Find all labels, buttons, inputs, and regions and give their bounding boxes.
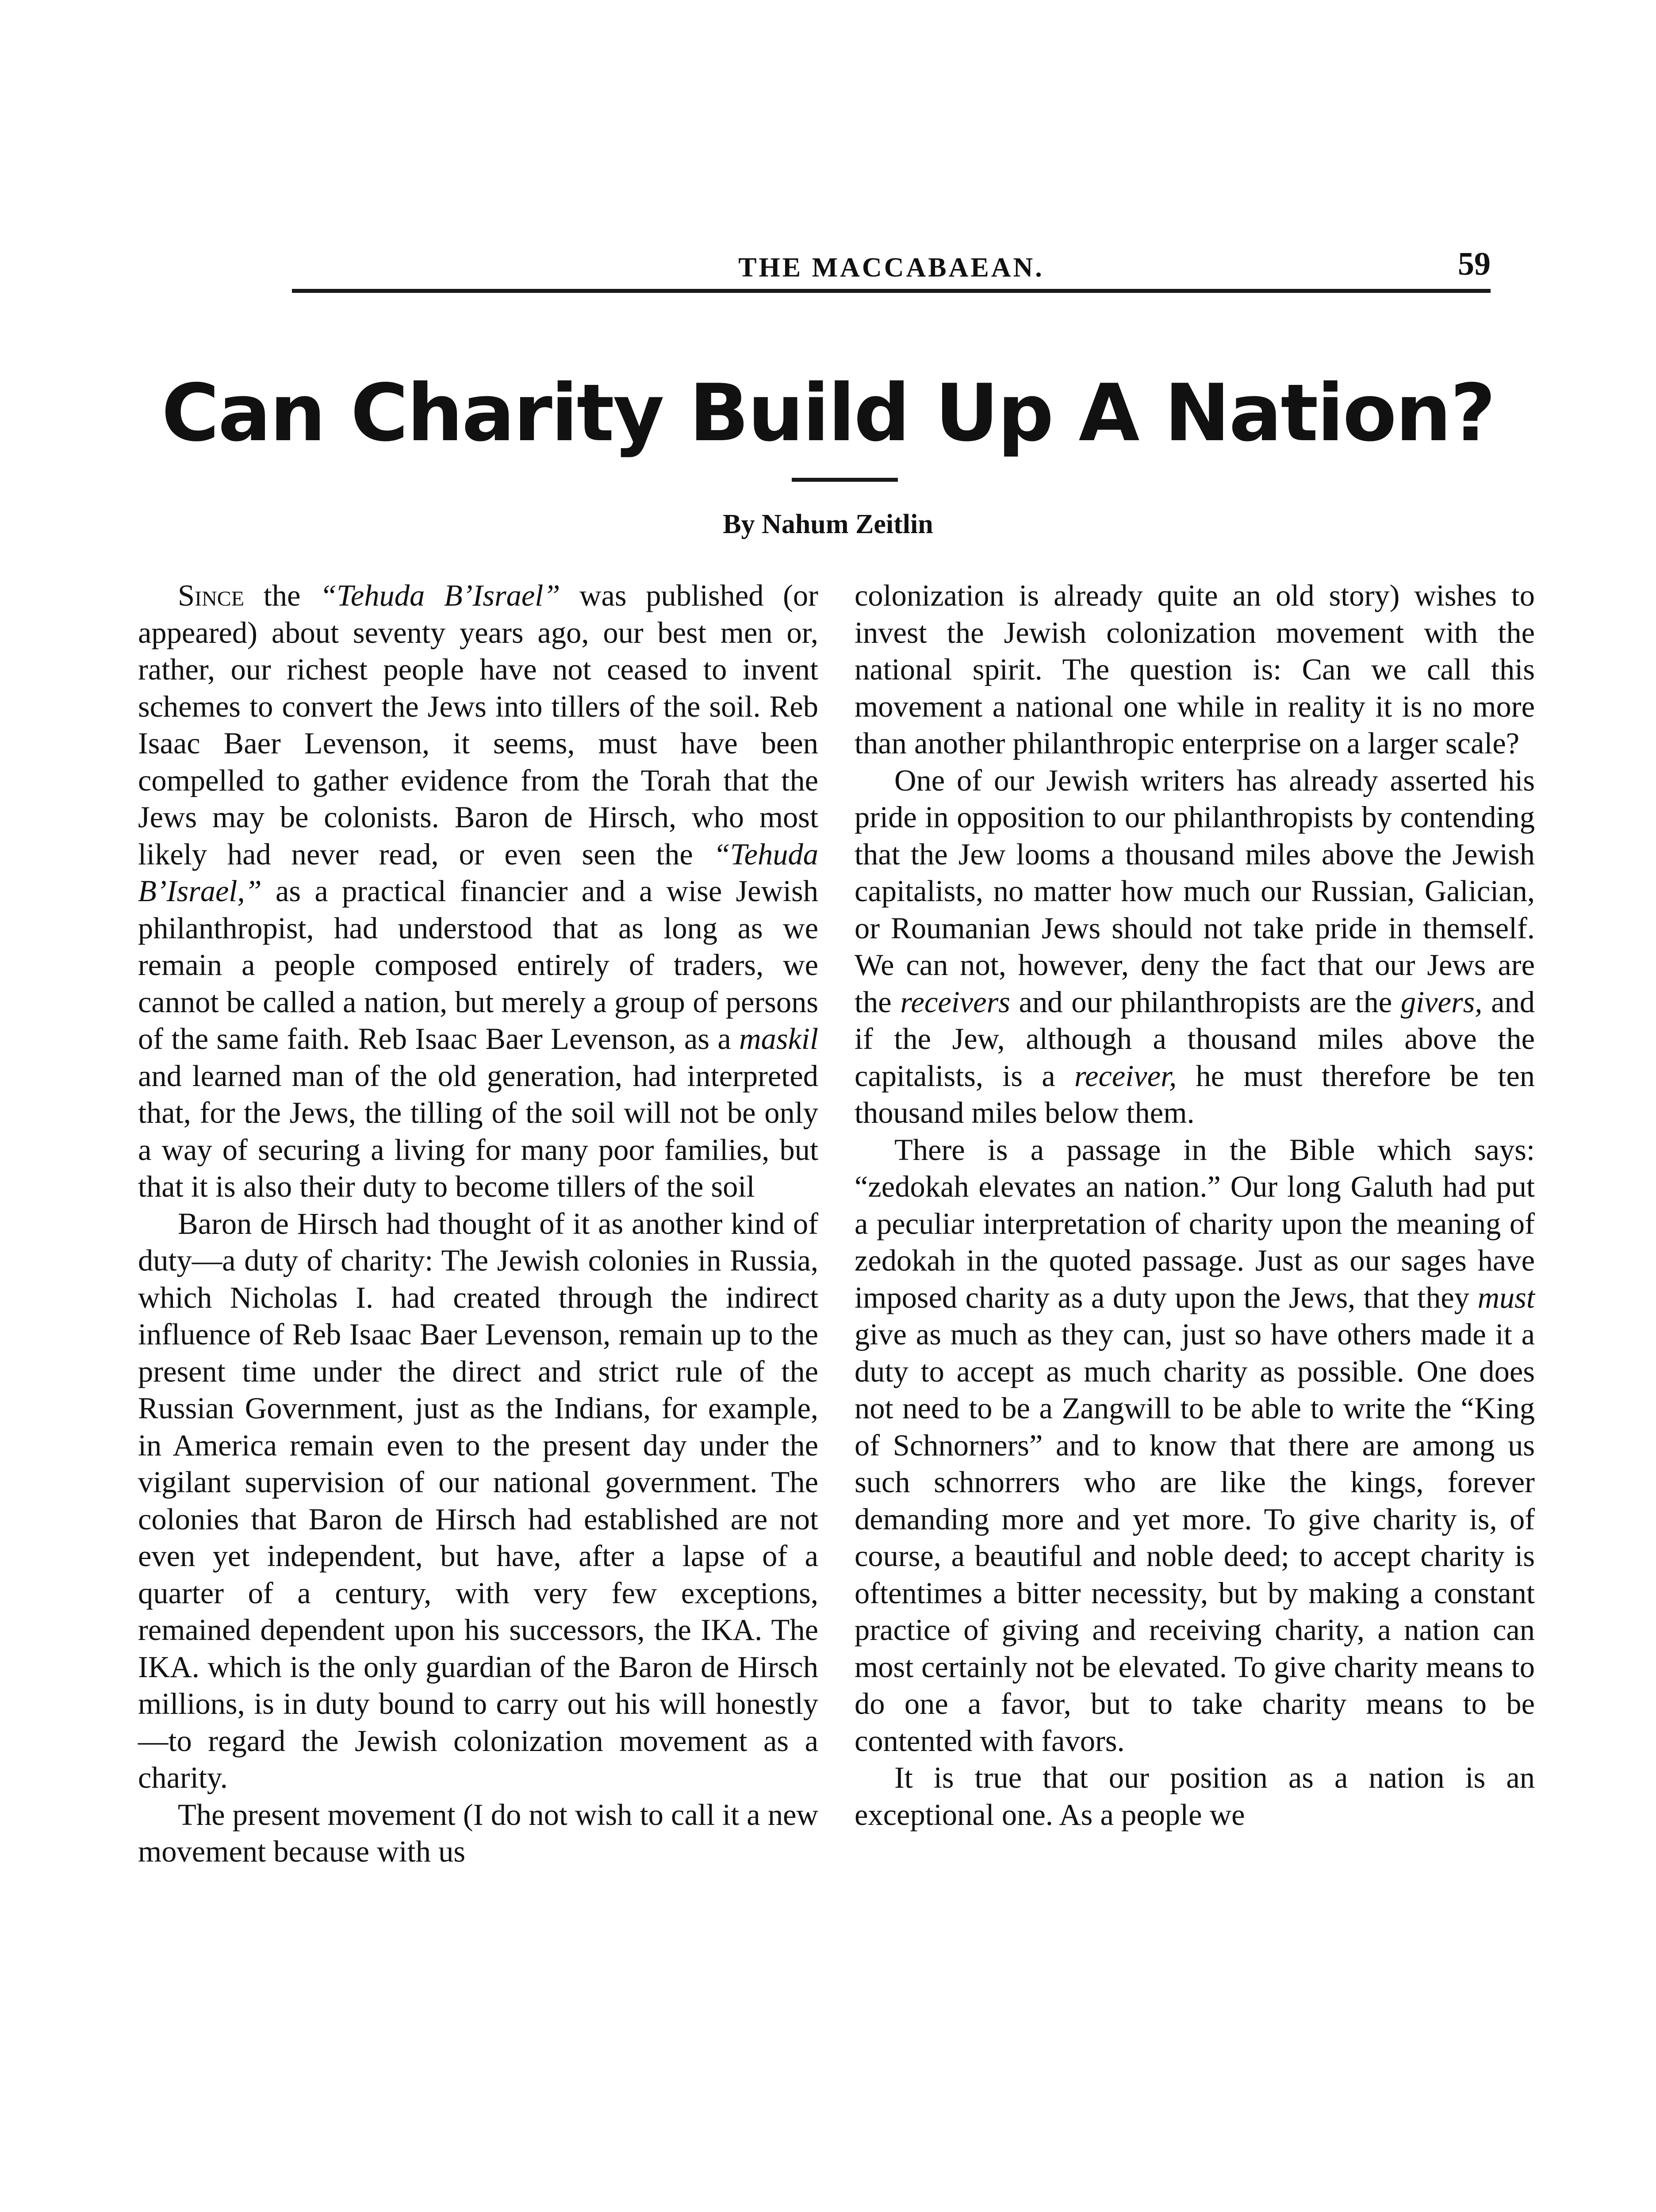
- text-run: There is a passage in the Bible which says: “zedokah elevates an nation.” Our long Galuth had put a peculiar interpretation of charity upon the meaning of zedokah in the quoted passage. Just as our sages have imposed charity as a duty upon the Jews, that they: [855, 1133, 1535, 1314]
- page-number: 59: [1458, 246, 1491, 282]
- text-run: he must therefore be ten thousand miles below them.: [855, 1059, 1535, 1129]
- paragraph: [855, 1132, 1535, 1760]
- italic-term: must: [1477, 1280, 1535, 1314]
- italic-title: “Tehuda B’Israel”: [319, 579, 560, 612]
- title-divider: [792, 478, 898, 482]
- left-column: [138, 577, 818, 1870]
- text-run: was published (or appeared) about seventy years ago, our best men or, rather, our richest people have not ceased to invent schemes to convert the Jews into tillers of the soil. Reb Isaac Baer Levenson, it seems, must have been compelled to gather evidence from the Torah that the Jews may be colonists. Baron de Hirsch, who most likely had never read, or even seen the: [138, 579, 818, 871]
- italic-term: maskil: [739, 1022, 818, 1056]
- text-run: and learned man of the old generation, had interpreted that, for the Jews, the tilling of the soil will not be only a way of securing a living for many poor families, but that it is also their duty to become tillers of the soil: [138, 1059, 818, 1203]
- italic-term: receiver,: [1074, 1059, 1177, 1093]
- italic-term: receivers: [900, 985, 1010, 1019]
- header-rule: [292, 289, 1491, 293]
- running-head: [292, 0, 1491, 294]
- paragraph: [855, 762, 1535, 1132]
- italic-title: “Tehuda B’Israel,”: [138, 837, 818, 908]
- paragraph: It is true that our position as a nation is an exceptional one. As a people we: [855, 1761, 1535, 1832]
- italic-term: givers,: [1400, 985, 1483, 1019]
- text-run: as a practical financier and a wise Jewish philanthropist, had understood that as long as we remain a people composed entirely of traders, we cannot be called a nation, but merely a group of persons of the same faith. Reb Isaac Baer Levenson, as a: [138, 874, 818, 1056]
- text-run: and our philanthropists are the: [1010, 985, 1401, 1019]
- paragraph: Baron de Hirsch had thought of it as another kind of duty—a duty of charity: The Jewish colonies in Russia, which Nicholas I. had created through the indirect influence of Reb Isaac Baer Levenson, remain up to the present time under the direct and strict rule of the Russian Government, just as the Indians, for example, in America remain even to the present day under the vigilant supervision of our national government. The colonies that Baron de Hirsch had established are not even yet independent, but have, after a lapse of a quarter of a century, with very few exceptions, remained dependent upon his successors, the IKA. The IKA. which is the only guardian of the Baron de Hirsch millions, is in duty bound to carry out his will honestly—to regard the Jewish colonization movement as a charity.: [138, 1206, 818, 1794]
- running-title: THE MACCABAEAN.: [738, 253, 1044, 283]
- text-run: the: [244, 579, 320, 612]
- dropcap-word: Since: [178, 579, 245, 612]
- paragraph: [138, 577, 818, 1206]
- paragraph: colonization is already quite an old story) wishes to invest the Jewish colonization movement with the national spirit. The question is: Can we call this movement a national one while in reality it is no more than another philanthropic enterprise on a larger scale?: [855, 579, 1535, 760]
- text-run: give as much as they can, just so have others made it a duty to accept as much charity as possible. One does not need to be a Zangwill to be able to write the “King of Schnorners” and to know that there are among us such schnorrers who are like the kings, forever demanding more and yet more. To give charity is, of course, a beautiful and noble deed; to accept charity is oftentimes a bitter necessity, but by making a constant practice of giving and receiving charity, a nation can most certainly not be elevated. To give charity means to do one a favor, but to take charity means to be contented with favors.: [855, 1317, 1535, 1758]
- text-run: and if the Jew, although a thousand miles above the capitalists, is a: [855, 985, 1535, 1093]
- byline: By Nahum Zeitlin: [723, 509, 933, 539]
- right-column: [855, 577, 1535, 1833]
- paragraph: The present movement (I do not wish to call it a new movement because with us: [138, 1797, 818, 1868]
- article-title: Can Charity Build Up A Nation?: [161, 367, 1495, 459]
- text-run: One of our Jewish writers has already asserted his pride in opposition to our philanthropists by contending that the Jew looms a thousand miles above the Jewish capitalists, no matter how much our Russian, Galician, or Roumanian Jews should not take pride in themself. We can not, however, deny the fact that our Jews are the: [855, 763, 1535, 1019]
